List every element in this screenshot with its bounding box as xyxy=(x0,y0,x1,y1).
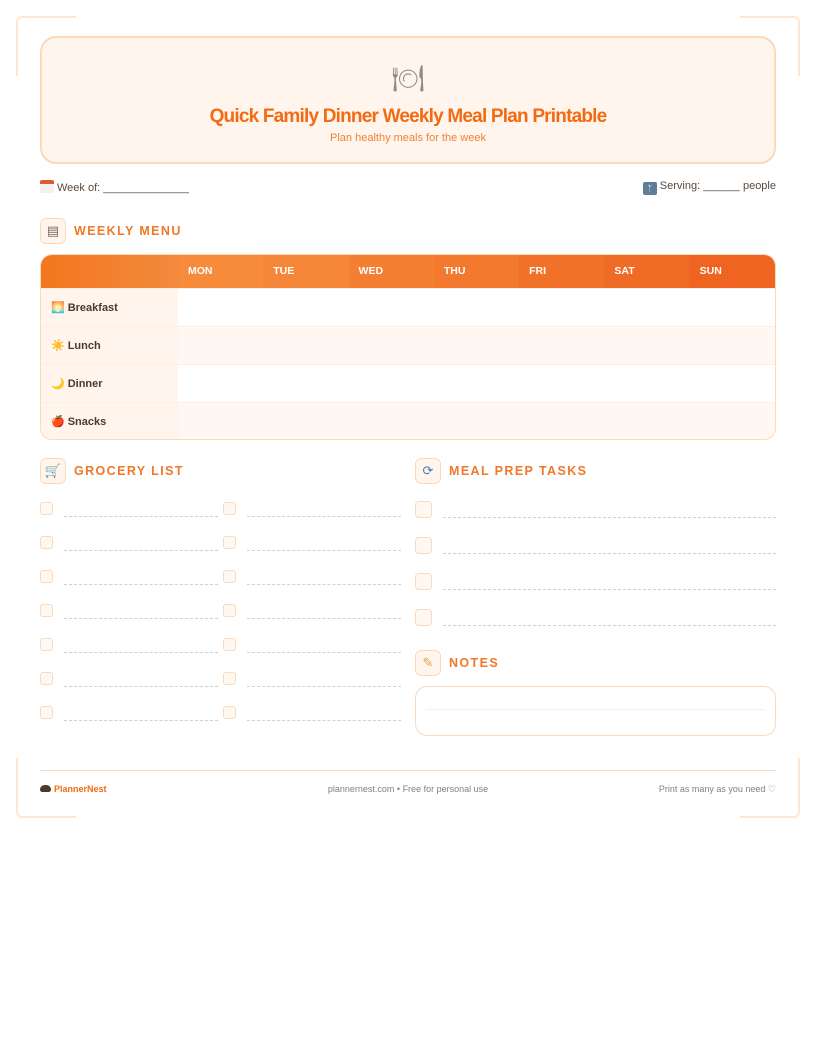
meal-label xyxy=(41,327,178,364)
checkbox[interactable] xyxy=(40,502,53,515)
write-line[interactable] xyxy=(64,516,218,517)
list-item xyxy=(415,500,776,536)
brand-name: PlannerNest xyxy=(54,784,107,794)
checkbox[interactable] xyxy=(40,672,53,685)
list-item xyxy=(40,568,218,602)
checkbox[interactable] xyxy=(223,638,236,651)
notes-heading xyxy=(415,650,499,676)
write-line[interactable] xyxy=(443,589,776,590)
checkbox[interactable] xyxy=(40,706,53,719)
list-item xyxy=(40,704,218,738)
memo-icon: ✎ xyxy=(415,650,441,676)
shopping-cart-icon: 🛒 xyxy=(40,458,66,484)
day-header: SUN xyxy=(690,255,775,288)
meal-name: Lunch xyxy=(67,340,101,352)
table-row xyxy=(41,402,775,440)
table-row xyxy=(41,326,775,364)
write-line[interactable] xyxy=(247,686,401,687)
section-title: WEEKLY MENU xyxy=(74,224,182,238)
table-header-row xyxy=(41,255,775,288)
list-item xyxy=(40,534,218,568)
weekly-menu-heading xyxy=(40,218,182,244)
list-item xyxy=(223,704,401,738)
people-icon: ᛉ xyxy=(643,182,657,195)
page-subtitle: Plan healthy meals for the week xyxy=(330,132,486,144)
table-row xyxy=(41,288,775,326)
meal-label xyxy=(41,403,178,440)
meal-name: Snacks xyxy=(67,416,107,428)
clipboard-icon: ▤ xyxy=(40,218,66,244)
write-line[interactable] xyxy=(64,652,218,653)
day-header: MON xyxy=(178,255,263,288)
checkbox[interactable] xyxy=(223,536,236,549)
write-line[interactable] xyxy=(443,553,776,554)
table-corner-cell xyxy=(41,255,178,288)
grocery-column xyxy=(40,500,218,738)
meal-entry-cells[interactable] xyxy=(178,403,775,440)
weekly-menu-table xyxy=(40,254,776,440)
meal-label xyxy=(41,289,178,326)
plate-cutlery-icon: 🍽 xyxy=(391,64,425,94)
checkbox[interactable] xyxy=(40,570,53,583)
write-line[interactable] xyxy=(443,625,776,626)
list-item xyxy=(40,670,218,704)
checkbox[interactable] xyxy=(223,604,236,617)
checkbox[interactable] xyxy=(40,604,53,617)
checkbox[interactable] xyxy=(415,609,432,626)
write-line[interactable] xyxy=(247,584,401,585)
day-header: FRI xyxy=(519,255,604,288)
meal-prep-heading xyxy=(415,458,587,484)
write-line[interactable] xyxy=(247,720,401,721)
day-header: THU xyxy=(434,255,519,288)
list-item xyxy=(40,602,218,636)
checkbox[interactable] xyxy=(223,502,236,515)
notes-area[interactable] xyxy=(415,686,776,736)
write-line[interactable] xyxy=(247,516,401,517)
serving-field[interactable] xyxy=(643,180,776,195)
write-line[interactable] xyxy=(64,686,218,687)
checkbox[interactable] xyxy=(415,501,432,518)
moon-icon: 🌙 xyxy=(51,377,65,390)
day-header: WED xyxy=(349,255,434,288)
write-line[interactable] xyxy=(247,550,401,551)
apple-icon: 🍎 xyxy=(51,415,65,428)
list-item xyxy=(415,536,776,572)
list-item xyxy=(223,568,401,602)
write-line[interactable] xyxy=(64,550,218,551)
list-item xyxy=(415,608,776,644)
grocery-column xyxy=(223,500,401,738)
meal-label xyxy=(41,365,178,402)
meal-name: Dinner xyxy=(67,378,103,390)
write-line[interactable] xyxy=(247,652,401,653)
write-line[interactable] xyxy=(247,618,401,619)
checkbox[interactable] xyxy=(223,706,236,719)
section-title: NOTES xyxy=(449,656,500,670)
day-header: SAT xyxy=(604,255,689,288)
meal-entry-cells[interactable] xyxy=(178,289,775,326)
page-title: Quick Family Dinner Weekly Meal Plan Printable xyxy=(209,106,607,127)
week-of-label: Week of: ______________ xyxy=(57,182,189,194)
checkbox[interactable] xyxy=(415,537,432,554)
week-of-field[interactable] xyxy=(40,180,189,194)
list-item xyxy=(223,602,401,636)
list-item xyxy=(223,636,401,670)
sunrise-icon: 🌅 xyxy=(51,301,65,314)
footer-right-text: Print as many as you need ♡ xyxy=(658,784,776,794)
write-line[interactable] xyxy=(64,618,218,619)
meal-prep-list xyxy=(415,500,776,644)
list-item xyxy=(223,500,401,534)
calendar-icon xyxy=(40,180,54,193)
sun-icon: ☀️ xyxy=(51,339,65,352)
checkbox[interactable] xyxy=(223,672,236,685)
list-item xyxy=(223,670,401,704)
footer-divider xyxy=(40,770,776,771)
meal-entry-cells[interactable] xyxy=(178,365,775,402)
checkbox[interactable] xyxy=(40,536,53,549)
write-line[interactable] xyxy=(64,720,218,721)
write-line[interactable] xyxy=(443,517,776,518)
footer-center-text: plannernest.com • Free for personal use xyxy=(327,784,489,794)
page-header xyxy=(40,36,776,164)
write-line[interactable] xyxy=(64,584,218,585)
list-item xyxy=(223,534,401,568)
checkbox[interactable] xyxy=(415,573,432,590)
checkbox[interactable] xyxy=(223,570,236,583)
grocery-list-heading xyxy=(40,458,184,484)
list-item xyxy=(40,500,218,534)
serving-label: Serving: ______ people xyxy=(659,180,776,192)
list-item xyxy=(415,572,776,608)
meal-name: Breakfast xyxy=(67,302,118,314)
list-item xyxy=(40,636,218,670)
notes-line xyxy=(426,709,765,710)
section-title: GROCERY LIST xyxy=(74,464,184,478)
refresh-icon: ⟳ xyxy=(415,458,441,484)
section-title: MEAL PREP TASKS xyxy=(449,464,588,478)
table-row xyxy=(41,364,775,402)
day-header: TUE xyxy=(263,255,348,288)
checkbox[interactable] xyxy=(40,638,53,651)
meal-entry-cells[interactable] xyxy=(178,327,775,364)
